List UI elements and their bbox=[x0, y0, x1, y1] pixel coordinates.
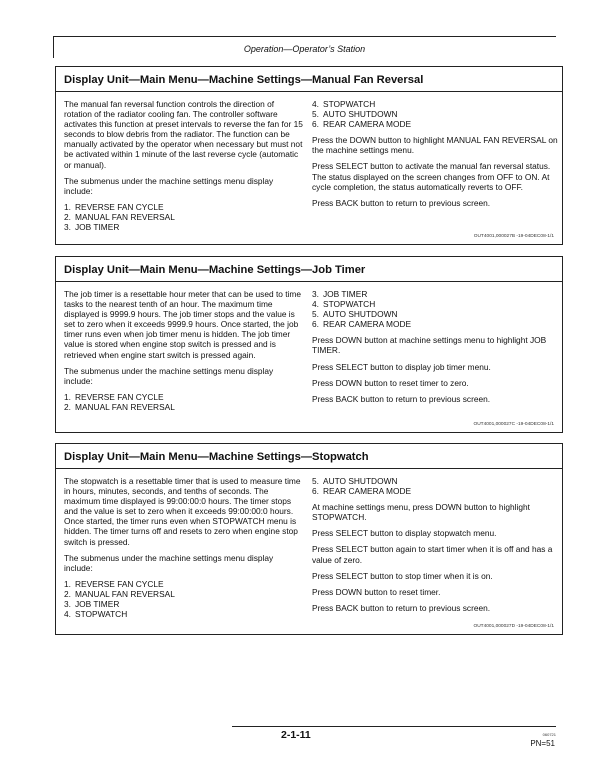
intro-paragraph: The stopwatch is a resettable timer that is used to measure time in hours, minutes, seconds, and tenths of seconds. The maximum time displayed is 99:00:00:0 hours. The timer stops and the value is set to zero when it exceeds 99:00:00:0 hours. Once started, the timer runs even when STOPWATCH menu is hidden. The timer turns off and resets to zero when engine stop switch is pressed. bbox=[64, 476, 301, 547]
list-item: 5. AUTO SHUTDOWN bbox=[312, 309, 398, 320]
left-column bbox=[64, 289, 303, 418]
list-item: 6. REAR CAMERA MODE bbox=[312, 319, 412, 330]
instruction-step: Press BACK button to return to previous screen. bbox=[312, 602, 491, 613]
submenu-list-continued bbox=[312, 99, 558, 129]
document-code: 060721 bbox=[542, 732, 556, 737]
list-item: 4. STOPWATCH bbox=[312, 99, 376, 109]
list-item: 1. REVERSE FAN CYCLE bbox=[64, 391, 164, 402]
list-item: 1. REVERSE FAN CYCLE bbox=[64, 201, 164, 212]
list-item: 4. STOPWATCH bbox=[312, 299, 376, 310]
footer-rule bbox=[232, 726, 556, 727]
section-title: Display Unit—Main Menu—Machine Settings—Manual Fan Reversal bbox=[64, 74, 424, 86]
list-item: 2. MANUAL FAN REVERSAL bbox=[64, 588, 175, 599]
right-column bbox=[312, 99, 558, 214]
list-item: 2. MANUAL FAN REVERSAL bbox=[64, 401, 175, 412]
left-column bbox=[64, 476, 303, 625]
submenu-intro: The submenus under the machine settings menu display include: bbox=[64, 365, 274, 386]
instruction-step: Press SELECT button to display job timer menu. bbox=[312, 361, 491, 372]
title-rule bbox=[56, 281, 562, 282]
instruction-step: Press SELECT button to stop timer when it is on. bbox=[312, 570, 493, 581]
reference-id: OUT4001,000027B -19-04DEC08-1/1 bbox=[473, 234, 554, 239]
section-manual-fan-reversal bbox=[55, 66, 563, 245]
page-number: 2-1-11 bbox=[281, 729, 311, 741]
instruction-step: Press DOWN button to reset timer to zero. bbox=[312, 377, 469, 388]
list-item: 5. AUTO SHUTDOWN bbox=[312, 476, 398, 486]
section-title: Display Unit—Main Menu—Machine Settings—Job Timer bbox=[64, 264, 366, 276]
list-item: 1. REVERSE FAN CYCLE bbox=[64, 578, 164, 589]
instruction-step: Press the DOWN button to highlight MANUAL FAN REVERSAL on the machine settings menu. bbox=[312, 135, 558, 156]
list-item: 4. STOPWATCH bbox=[64, 609, 128, 620]
left-column bbox=[64, 99, 303, 238]
reference-id: OUT4001,000027C -19-04DEC08-1/1 bbox=[473, 422, 554, 427]
instruction-step: Press BACK button to return to previous screen. bbox=[312, 393, 491, 404]
section-job-timer bbox=[55, 256, 563, 433]
instruction-step: At machine settings menu, press DOWN button to highlight STOPWATCH. bbox=[312, 502, 530, 523]
intro-paragraph: The manual fan reversal function controls the direction of rotation of the radiator cooling fan. The controller software activates this function at preset intervals to reverse the fan for 15 seconds to blow debris from the radiator. The function can be manually activated by the operator when necessary but must not be activated within 1 minute of the last reverse cycle (automatic or manual). bbox=[64, 99, 303, 170]
reference-id: OUT4001,000027D -19-04DEC08-1/1 bbox=[473, 624, 554, 629]
submenu-intro: The submenus under the machine settings menu display include: bbox=[64, 175, 274, 196]
title-rule bbox=[56, 468, 562, 469]
list-item: 3. JOB TIMER bbox=[312, 289, 368, 299]
running-head: Operation—Operator’s Station bbox=[243, 44, 366, 54]
submenu-list bbox=[64, 392, 303, 412]
submenu-list bbox=[64, 579, 303, 619]
right-column bbox=[312, 289, 558, 410]
section-stopwatch bbox=[55, 443, 563, 635]
list-item: 3. JOB TIMER bbox=[64, 599, 120, 610]
list-item: 2. MANUAL FAN REVERSAL bbox=[64, 211, 175, 222]
section-title: Display Unit—Main Menu—Machine Settings—Stopwatch bbox=[64, 451, 369, 463]
list-item: 6. REAR CAMERA MODE bbox=[312, 119, 412, 130]
submenu-list-continued bbox=[312, 476, 558, 496]
list-item: 3. JOB TIMER bbox=[64, 222, 120, 233]
instruction-step: Press BACK button to return to previous screen. bbox=[312, 197, 491, 208]
header-rule-top bbox=[53, 36, 556, 37]
instruction-step: Press DOWN button at machine settings menu to highlight JOB TIMER. bbox=[312, 335, 547, 356]
title-rule bbox=[56, 91, 562, 92]
submenu-list-continued bbox=[312, 289, 558, 329]
instruction-step: Press SELECT button again to start timer when it is off and has a value of zero. bbox=[312, 544, 553, 565]
intro-paragraph: The job timer is a resettable hour meter that can be used to time tasks to the nearest tenth of an hour. The maximum time displayed is 9999.9 hours. The job timer stops and the value is set to zero when it exceeds 9999.9 hours. Once started, the job timer runs even when job timer menu is hidden. The job timer value is stored when engine stop switch is pressed and is retrieved when engine start switch is pressed again. bbox=[64, 289, 301, 360]
pn-number: PN=51 bbox=[530, 739, 555, 748]
right-column bbox=[312, 476, 558, 619]
instruction-step: Press SELECT button to activate the manual fan reversal status. The status displayed on the screen changes from OFF to ON. At cycle completion, the status automatically reverts to OFF. bbox=[312, 161, 551, 192]
submenu-list bbox=[64, 202, 303, 232]
instruction-step: Press SELECT button to display stopwatch menu. bbox=[312, 528, 497, 539]
list-item: 6. REAR CAMERA MODE bbox=[312, 486, 412, 497]
submenu-intro: The submenus under the machine settings menu display include: bbox=[64, 552, 274, 573]
list-item: 5. AUTO SHUTDOWN bbox=[312, 109, 398, 120]
instruction-step: Press DOWN button to reset timer. bbox=[312, 586, 441, 597]
